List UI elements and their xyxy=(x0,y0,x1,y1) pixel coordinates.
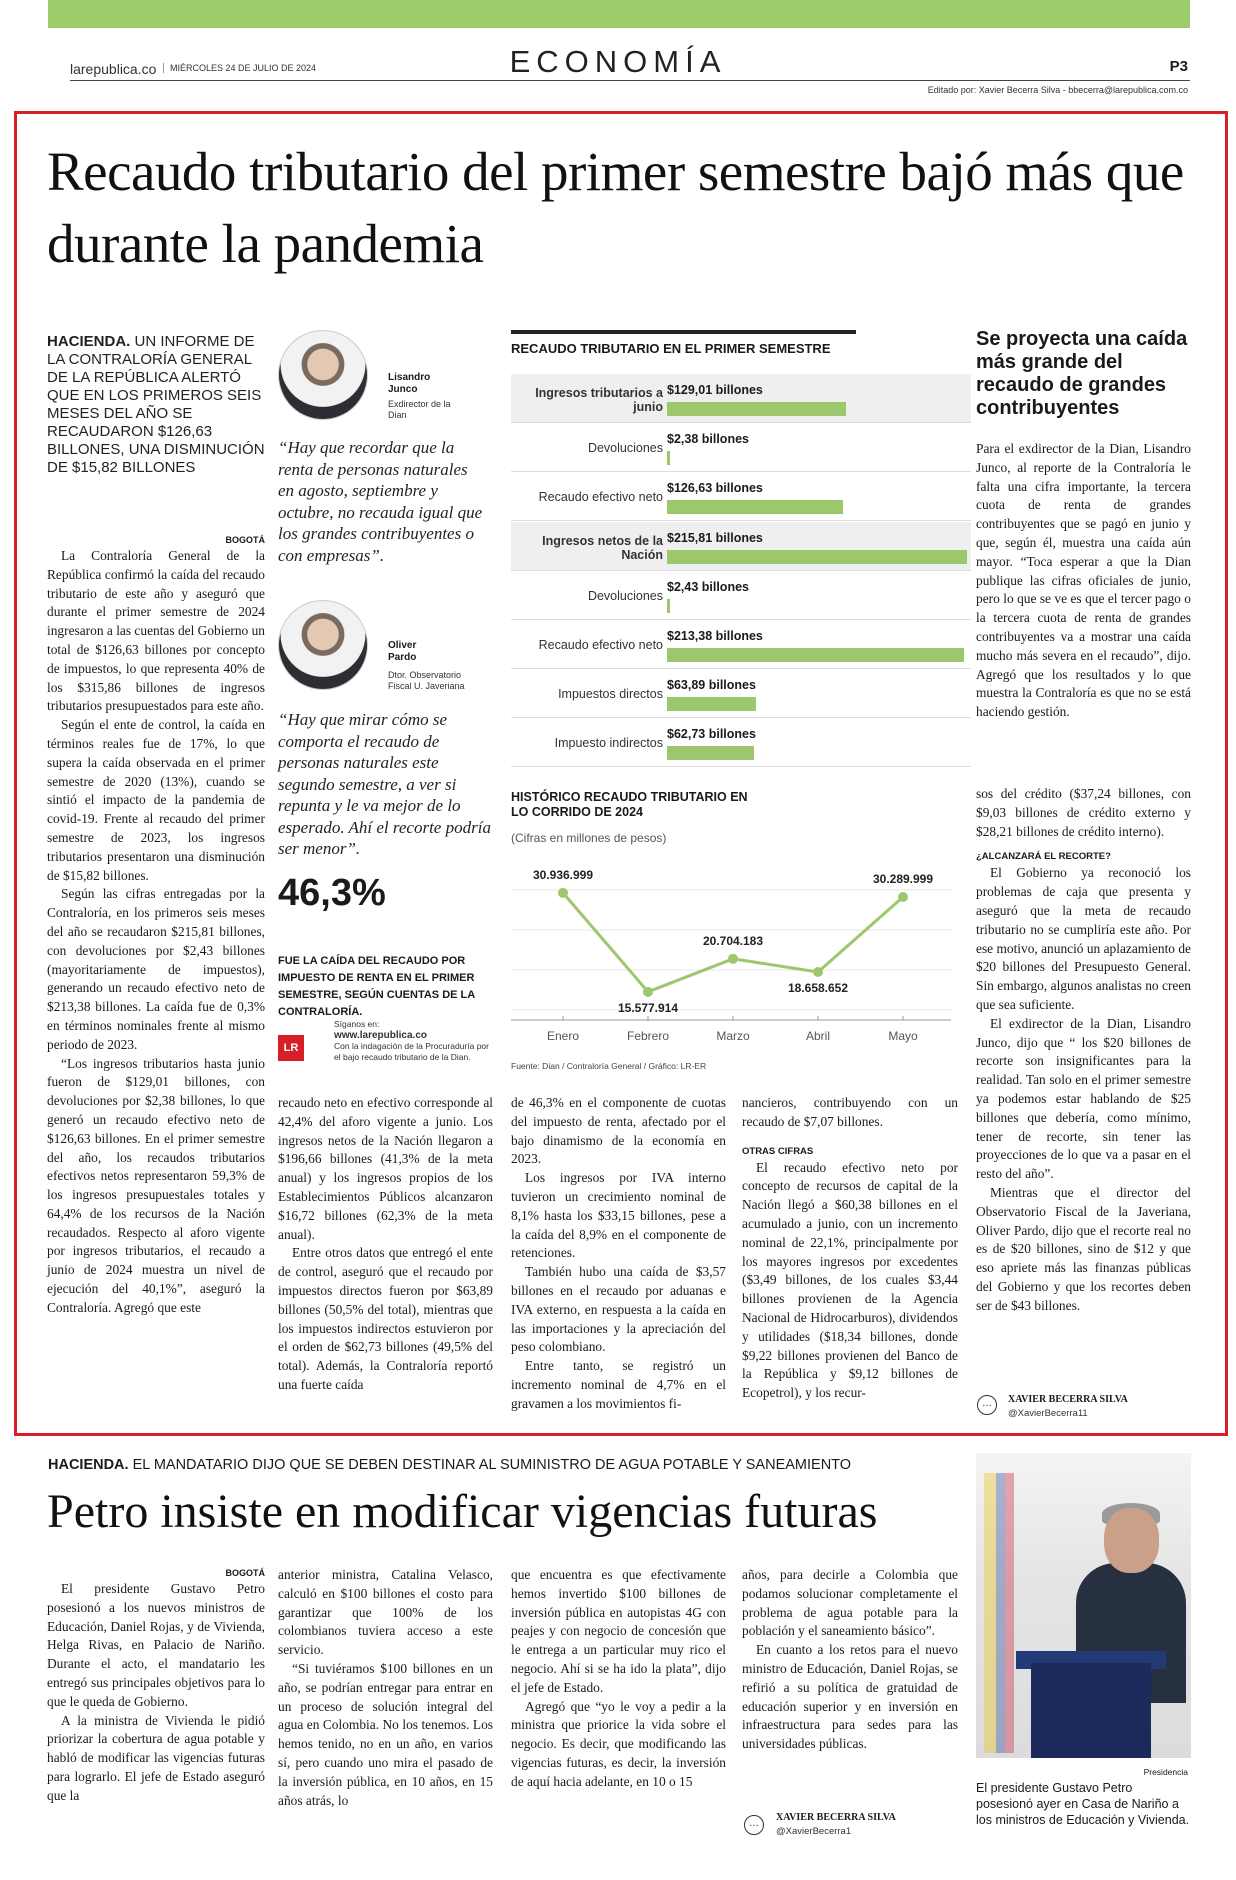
paragraph: Entre tanto, se registró un incremento nominal de 4,7% en el gravamen a los movimientos fi- xyxy=(511,1358,726,1411)
masthead-divider xyxy=(70,80,1190,81)
x-tick-label: Mayo xyxy=(888,1029,918,1043)
paragraph: años, para decirle a Colombia que podamos solucionar completamente el problema de agua potable para la población y el saneamiento básico”. xyxy=(742,1567,958,1639)
bar-row xyxy=(511,571,971,620)
photo-petro xyxy=(976,1453,1191,1758)
byline-handle[interactable]: @XavierBecerra11 xyxy=(1008,1408,1088,1419)
paragraph: recaudo neto en efectivo corresponde al 42,4% del aforo vigente a junio. Los ingresos netos de la Nación llegaron a $196,66 billones (41,3% de la meta anual) y los ingresos propios de los Establecimientos Públicos alcanzaron $16,72 billones (62,3% de la meta anual). xyxy=(278,1095,493,1242)
article2-column-4 xyxy=(742,1566,958,1754)
data-label: 15.577.914 xyxy=(617,1000,679,1015)
article-kicker xyxy=(47,333,265,477)
follow-text: Con la indagación de la Procuraduría por el bajo recaudo tributario de la Dian. xyxy=(334,1041,489,1062)
paragraph: Mientras que el director del Observatorio Fiscal de la Javeriana, Oliver Pardo, dijo que el recorte real no es de $20 billones, sino de $12 y que eso apriete más las finanzas públicas del Gobierno y que los recortes deben ser de $43 billones. xyxy=(976,1184,1191,1313)
avatar-oliver-pardo xyxy=(278,600,368,690)
bar xyxy=(667,746,754,760)
article-headline: Recaudo tributario del primer semestre bajó más que durante la pandemia xyxy=(47,141,1184,274)
dateline: BOGOTÁ xyxy=(225,1568,265,1578)
data-label: 18.658.652 xyxy=(787,980,849,995)
bar-category-label: Devoluciones xyxy=(587,441,663,456)
person-role: Exdirector de la Dian xyxy=(388,399,451,420)
x-tick-label: Marzo xyxy=(716,1029,750,1043)
line-chart-unit: (Cifras en millones de pesos) xyxy=(511,831,667,845)
subhead: OTRAS CIFRAS xyxy=(742,1145,814,1157)
chart-source: Fuente: Dian / Contraloría General / Gráfico: LR-ER xyxy=(511,1061,707,1071)
x-tick-label: Abril xyxy=(805,1029,831,1043)
section-title: ECONOMÍA xyxy=(509,44,727,79)
bar xyxy=(667,402,846,416)
byline-handle[interactable]: @XavierBecerra1 xyxy=(776,1826,852,1837)
paragraph: El recaudo efectivo neto por concepto de recursos de capital de la Nación llegó a $60,38 billones en el acumulado a junio, con un incremento nominal de 22,1%, principalmente por los mayores ingresos por excedentes ($3,49 billones, de los cuales $3,44 billones provienen de la Agencia Nacional de Hidrocarburos), dividendos y utilidades ($18,34 billones, donde $9,22 billones provienen del Banco de la República y $9,12 billones de Ecopetrol), y los recur- xyxy=(742,1159,958,1401)
bar-value-label: $2,38 billones xyxy=(667,432,749,447)
paragraph: nancieros, contribuyendo con un recaudo de $7,07 billones. xyxy=(742,1095,958,1129)
paragraph: “Si tuviéramos $100 billones en un año, se podrían entregar para entrar en un proceso de solución integral del agua en Colombia. No los tenemos. Los hemos tenido, no en un año, en varios sí, pero cuando uno mira el pasado de la inversión pública, en 10 años, en 15 años atrás, lo xyxy=(278,1660,493,1808)
paragraph: Agregó que “yo le voy a pedir a la ministra que priorice la vida sobre el negocio. Es decir, que modificando las vigencias futuras, es decir, la inversión de aquí hacia adelante, en 10 o 15 xyxy=(511,1698,726,1789)
article-column-1 xyxy=(47,535,265,1318)
editor-credit: Editado por: Xavier Becerra Silva - bbecerra@larepublica.com.co xyxy=(927,85,1188,95)
side-headline: Se proyecta una caída más grande del recaudo de grandes contribuyentes xyxy=(976,328,1188,419)
paragraph: sos del crédito ($37,24 billones, con $9,03 billones de crédito externo y $28,21 billones de crédito interno). xyxy=(976,786,1191,839)
bar-row xyxy=(511,718,971,767)
article2-column-2 xyxy=(278,1566,493,1810)
kicker-tag: HACIENDA. xyxy=(48,1457,129,1473)
byline-name: XAVIER BECERRA SILVA xyxy=(776,1812,896,1823)
data-label: 20.704.183 xyxy=(702,933,764,948)
chart-top-rule xyxy=(511,330,856,334)
comment-icon: … xyxy=(744,1815,764,1835)
article2-kicker xyxy=(48,1457,851,1473)
paragraph: Los ingresos por IVA interno tuvieron un crecimiento nominal de 8,1% hasta los $33,15 billones, pese a la caída del 8,9% en el componente de retenciones. xyxy=(511,1170,726,1261)
bar-category-label: Recaudo efectivo neto xyxy=(538,490,663,505)
paragraph: El presidente Gustavo Petro posesionó a los nuevos ministros de Educación, Daniel Rojas, y de Vivienda, Helga Rivas, en Palacio de Nariño. Durante el acto, el mandatario les entregó sus principales objetivos para lo que le queda de Gobierno. xyxy=(47,1581,265,1709)
paragraph: A la ministra de Vivienda le pidió priorizar la cobertura de agua potable y habló de modificar las vigencias futuras para lograrlo. El jefe de Estado aseguró que la xyxy=(47,1712,265,1803)
top-color-bar xyxy=(48,0,1190,28)
data-label: 30.289.999 xyxy=(872,872,934,887)
paragraph: de 46,3% en el componente de cuotas del impuesto de renta, afectado por el bajo dinamismo de la economía en 2023. xyxy=(511,1095,726,1167)
masthead-site[interactable]: larepublica.co xyxy=(70,61,157,77)
paragraph: En cuanto a los retos para el nuevo ministro de Educación, Daniel Rojas, se refirió a su política de gratuidad de educación superior y en inversión en infraestructura para sedes para las universidades públicas. xyxy=(742,1642,958,1752)
paragraph: Para el exdirector de la Dian, Lisandro Junco, al reporte de la Contraloría le falta una cifra importante, la tercera cuota de renta de grandes contribuyentes que se pagó en junio y que, según él, muestra una caída aún mayor. “Toca esperar a que la Dian publique las cifras oficiales de junio, pero lo que se ve es que el tercer pago o la tercera cuota de renta de grandes contribuyentes va a mostrar una caída mucho más severa en el recaudo”, dijo. Agregó que los resultados y lo que muestra la Contraloría es que no se está haciendo gestión. xyxy=(976,441,1191,720)
x-tick-label: Febrero xyxy=(626,1029,670,1043)
kicker-text: UN INFORME DE LA CONTRALORÍA GENERAL DE LA REPÚBLICA ALERTÓ QUE EN LOS PRIMEROS SEIS MESES DEL AÑO SE RECAUDARON $126,63 BILLONES, UNA DISMINUCIÓN DE $15,82 BILLONES xyxy=(47,333,265,476)
follow-box[interactable] xyxy=(334,1019,494,1062)
article-column-2 xyxy=(278,1094,493,1395)
kicker-tag: HACIENDA. xyxy=(47,333,131,350)
bar-value-label: $129,01 billones xyxy=(667,383,763,397)
bar-category-label: Ingresos tributarios a junio xyxy=(535,386,663,414)
avatar-lisandro-junco xyxy=(278,330,368,420)
person-role: Dtor. Observatorio Fiscal U. Javeriana xyxy=(388,670,465,691)
subhead: ¿ALCANZARÁ EL RECORTE? xyxy=(976,851,1111,863)
data-point xyxy=(728,954,738,964)
big-stat-caption: FUE LA CAÍDA DEL RECAUDO POR IMPUESTO DE RENTA EN EL PRIMER SEMESTRE, SEGÚN CUENTAS DE LA CONTRALORÍA. xyxy=(278,955,475,1018)
bar-row xyxy=(511,620,971,669)
comment-icon: … xyxy=(977,1395,997,1415)
article2-headline: Petro insiste en modificar vigencias futuras xyxy=(47,1485,878,1538)
bar-value-label: $2,43 billones xyxy=(667,579,749,594)
bar-category-label: Ingresos netos de la Nación xyxy=(542,533,663,562)
bar-row xyxy=(511,669,971,718)
big-stat: 46,3% xyxy=(278,872,386,914)
bar xyxy=(667,451,670,465)
pull-quote: “Hay que mirar cómo se comporta el recaudo de personas naturales este segundo semestre, a ver si repunta y le va mejor de lo esperado. Ahí el recorte podría ser menor”. xyxy=(278,710,491,858)
bar-category-label: Impuesto indirectos xyxy=(554,736,663,751)
paragraph: “Los ingresos tributarios hasta junio fueron de $129,01 billones, con devoluciones por $2,38 billones, lo que generó un recaudo efectivo neto de $126,63 billones. En el primer semestre del año, los recaudos tributarios efectivos netos representaron 59,3% de los ingresos presupuestales totales y 64,4% de los recursos de la Nación recaudados. Respecto al aforo vigente por ingresos tributarios, el recaudo a junio de 2024 muestra un nivel de ejecución del 40,1%”, aseguró la Contraloría. Agregó que este xyxy=(47,1055,265,1315)
byline-name: XAVIER BECERRA SILVA xyxy=(1008,1394,1128,1405)
paragraph: Según las cifras entregadas por la Contraloría, en los primeros seis meses del año se recaudaron $215,81 billones, con devoluciones por $2,43 billones (mayoritariamente de impuestos), generando un recaudo efectivo neto de $213,38 billones. La caída fue de 0,3% en términos nominales frente al mismo periodo de 2023. xyxy=(47,886,265,1052)
article-column-3 xyxy=(511,1094,726,1414)
bar xyxy=(667,648,964,662)
bar xyxy=(667,697,756,711)
bar-row xyxy=(511,522,971,571)
paragraph: El Gobierno ya reconoció los problemas de caja que presenta y aseguró que la meta de recaudo tributario no se cumpliría este año. Por ese motivo, anunció un aplazamiento de $20 billones del Presupuesto General. Sin embargo, algunos analistas no creen que sea suficiente. xyxy=(976,865,1191,1012)
bar-value-label: $126,63 billones xyxy=(667,481,763,496)
bar-row xyxy=(511,374,971,423)
paragraph: que encuentra es que efectivamente hemos invertido $100 billones de inversión pública en autopistas 4G con peajes y con negocio de concesión que le entrega a un particular muy rico el negocio. Ahí si se ha ido la plata”, dijo el jefe de Estado. xyxy=(511,1567,726,1695)
bar-value-label: $213,38 billones xyxy=(667,629,763,643)
bar-category-label: Devoluciones xyxy=(587,588,663,603)
paragraph: Según el ente de control, la caída en términos reales fue de 17%, lo que supera la caída observada en el primer semestre de 2020 (13%), cuando se sintió el impacto de la pandemia de covid-19. Frente al recaudo del primer semestre de 2023, los ingresos tributarios presentaron una disminución de $15,82 billones. xyxy=(47,717,265,883)
follow-site[interactable]: www.larepublica.co xyxy=(334,1029,427,1041)
article-column-6 xyxy=(976,785,1191,1316)
kicker-text: EL MANDATARIO DIJO QUE SE DEBEN DESTINAR AL SUMINISTRO DE AGUA POTABLE Y SANEAMIENTO xyxy=(132,1457,852,1473)
bar xyxy=(667,500,843,514)
article2-column-3 xyxy=(511,1566,726,1792)
paragraph: Entre otros datos que entregó el ente de control, aseguró que el recaudo por impuestos directos fueron por $63,89 billones (50,5% del total), mientras que los impuestos indirectos estuvieron por el orden de $62,73 billones (49,5% del total). Además, la Contraloría reportó una fuerte caída xyxy=(278,1245,493,1392)
bar-row xyxy=(511,472,971,521)
bar-chart-title: RECAUDO TRIBUTARIO EN EL PRIMER SEMESTRE xyxy=(511,341,831,356)
bar-category-label: Impuestos directos xyxy=(558,687,663,702)
photo-credit: Presidencia xyxy=(1143,1767,1188,1777)
bar-value-label: $215,81 billones xyxy=(667,530,763,545)
person-name: Oliver Pardo xyxy=(388,640,417,663)
follow-label: Síganos en: xyxy=(334,1019,380,1029)
person-name: Lisandro Junco xyxy=(388,372,431,395)
line-chart xyxy=(511,850,951,1050)
article-column-5 xyxy=(976,440,1191,722)
bar xyxy=(667,550,967,564)
photo-caption: El presidente Gustavo Petro posesionó ayer en Casa de Nariño a los ministros de Educación y Vivienda. xyxy=(976,1781,1190,1827)
data-label: 30.936.999 xyxy=(532,867,594,882)
bar-value-label: $62,73 billones xyxy=(667,727,756,742)
dateline: BOGOTÁ xyxy=(225,535,265,545)
bar-row xyxy=(511,423,971,472)
lr-logo: LR xyxy=(278,1035,304,1061)
data-point xyxy=(558,888,568,898)
line-chart-title: HISTÓRICO RECAUDO TRIBUTARIO EN LO CORRIDO DE 2024 xyxy=(511,790,748,819)
page-number: P3 xyxy=(1169,58,1188,75)
article-column-4 xyxy=(742,1094,958,1403)
paragraph: También hubo una caída de $3,57 billones en el recaudo por aduanas e IVA externo, en respuesta a la caída en las importaciones y la apreciación del peso colombiano. xyxy=(511,1264,726,1355)
bar-value-label: $63,89 billones xyxy=(667,678,756,693)
bar-category-label: Recaudo efectivo neto xyxy=(538,638,663,652)
data-point xyxy=(643,987,653,997)
paragraph: anterior ministra, Catalina Velasco, calculó en $100 billones el costo para garantizar que 100% de los colombianos tuviera acceso a este servicio. xyxy=(278,1567,493,1658)
data-point xyxy=(898,892,908,902)
data-point xyxy=(813,967,823,977)
bar xyxy=(667,599,670,613)
pull-quote: “Hay que recordar que la renta de personas naturales en agosto, septiembre y octubre, no recauda igual que los grandes contribuyentes o con empresas”. xyxy=(278,438,483,565)
paragraph: El exdirector de la Dian, Lisandro Junco, dijo que “ los $20 billones de recorte son insignificantes para la realidad. Tan solo en el primer semestre ya podemos estar hablando de $25 billones que debería, como mínimo, tener de recorte, sin tener las proyecciones de lo que va a pasar en el resto del año”. xyxy=(976,1015,1191,1182)
x-tick-label: Enero xyxy=(546,1029,580,1043)
paragraph: La Contraloría General de la República confirmó la caída del recaudo tributario de este año y aseguró que durante el primer semestre de 2024 ingresaron a las cuentas del Gobierno un total de $126,63 billones por concepto de impuestos, lo que representa 40% de los $315,86 billones de ingresos tributarios presupuestados para este año. xyxy=(47,548,265,714)
masthead-date: MIÉRCOLES 24 DE JULIO DE 2024 xyxy=(163,63,316,73)
article2-column-1 xyxy=(47,1568,265,1806)
